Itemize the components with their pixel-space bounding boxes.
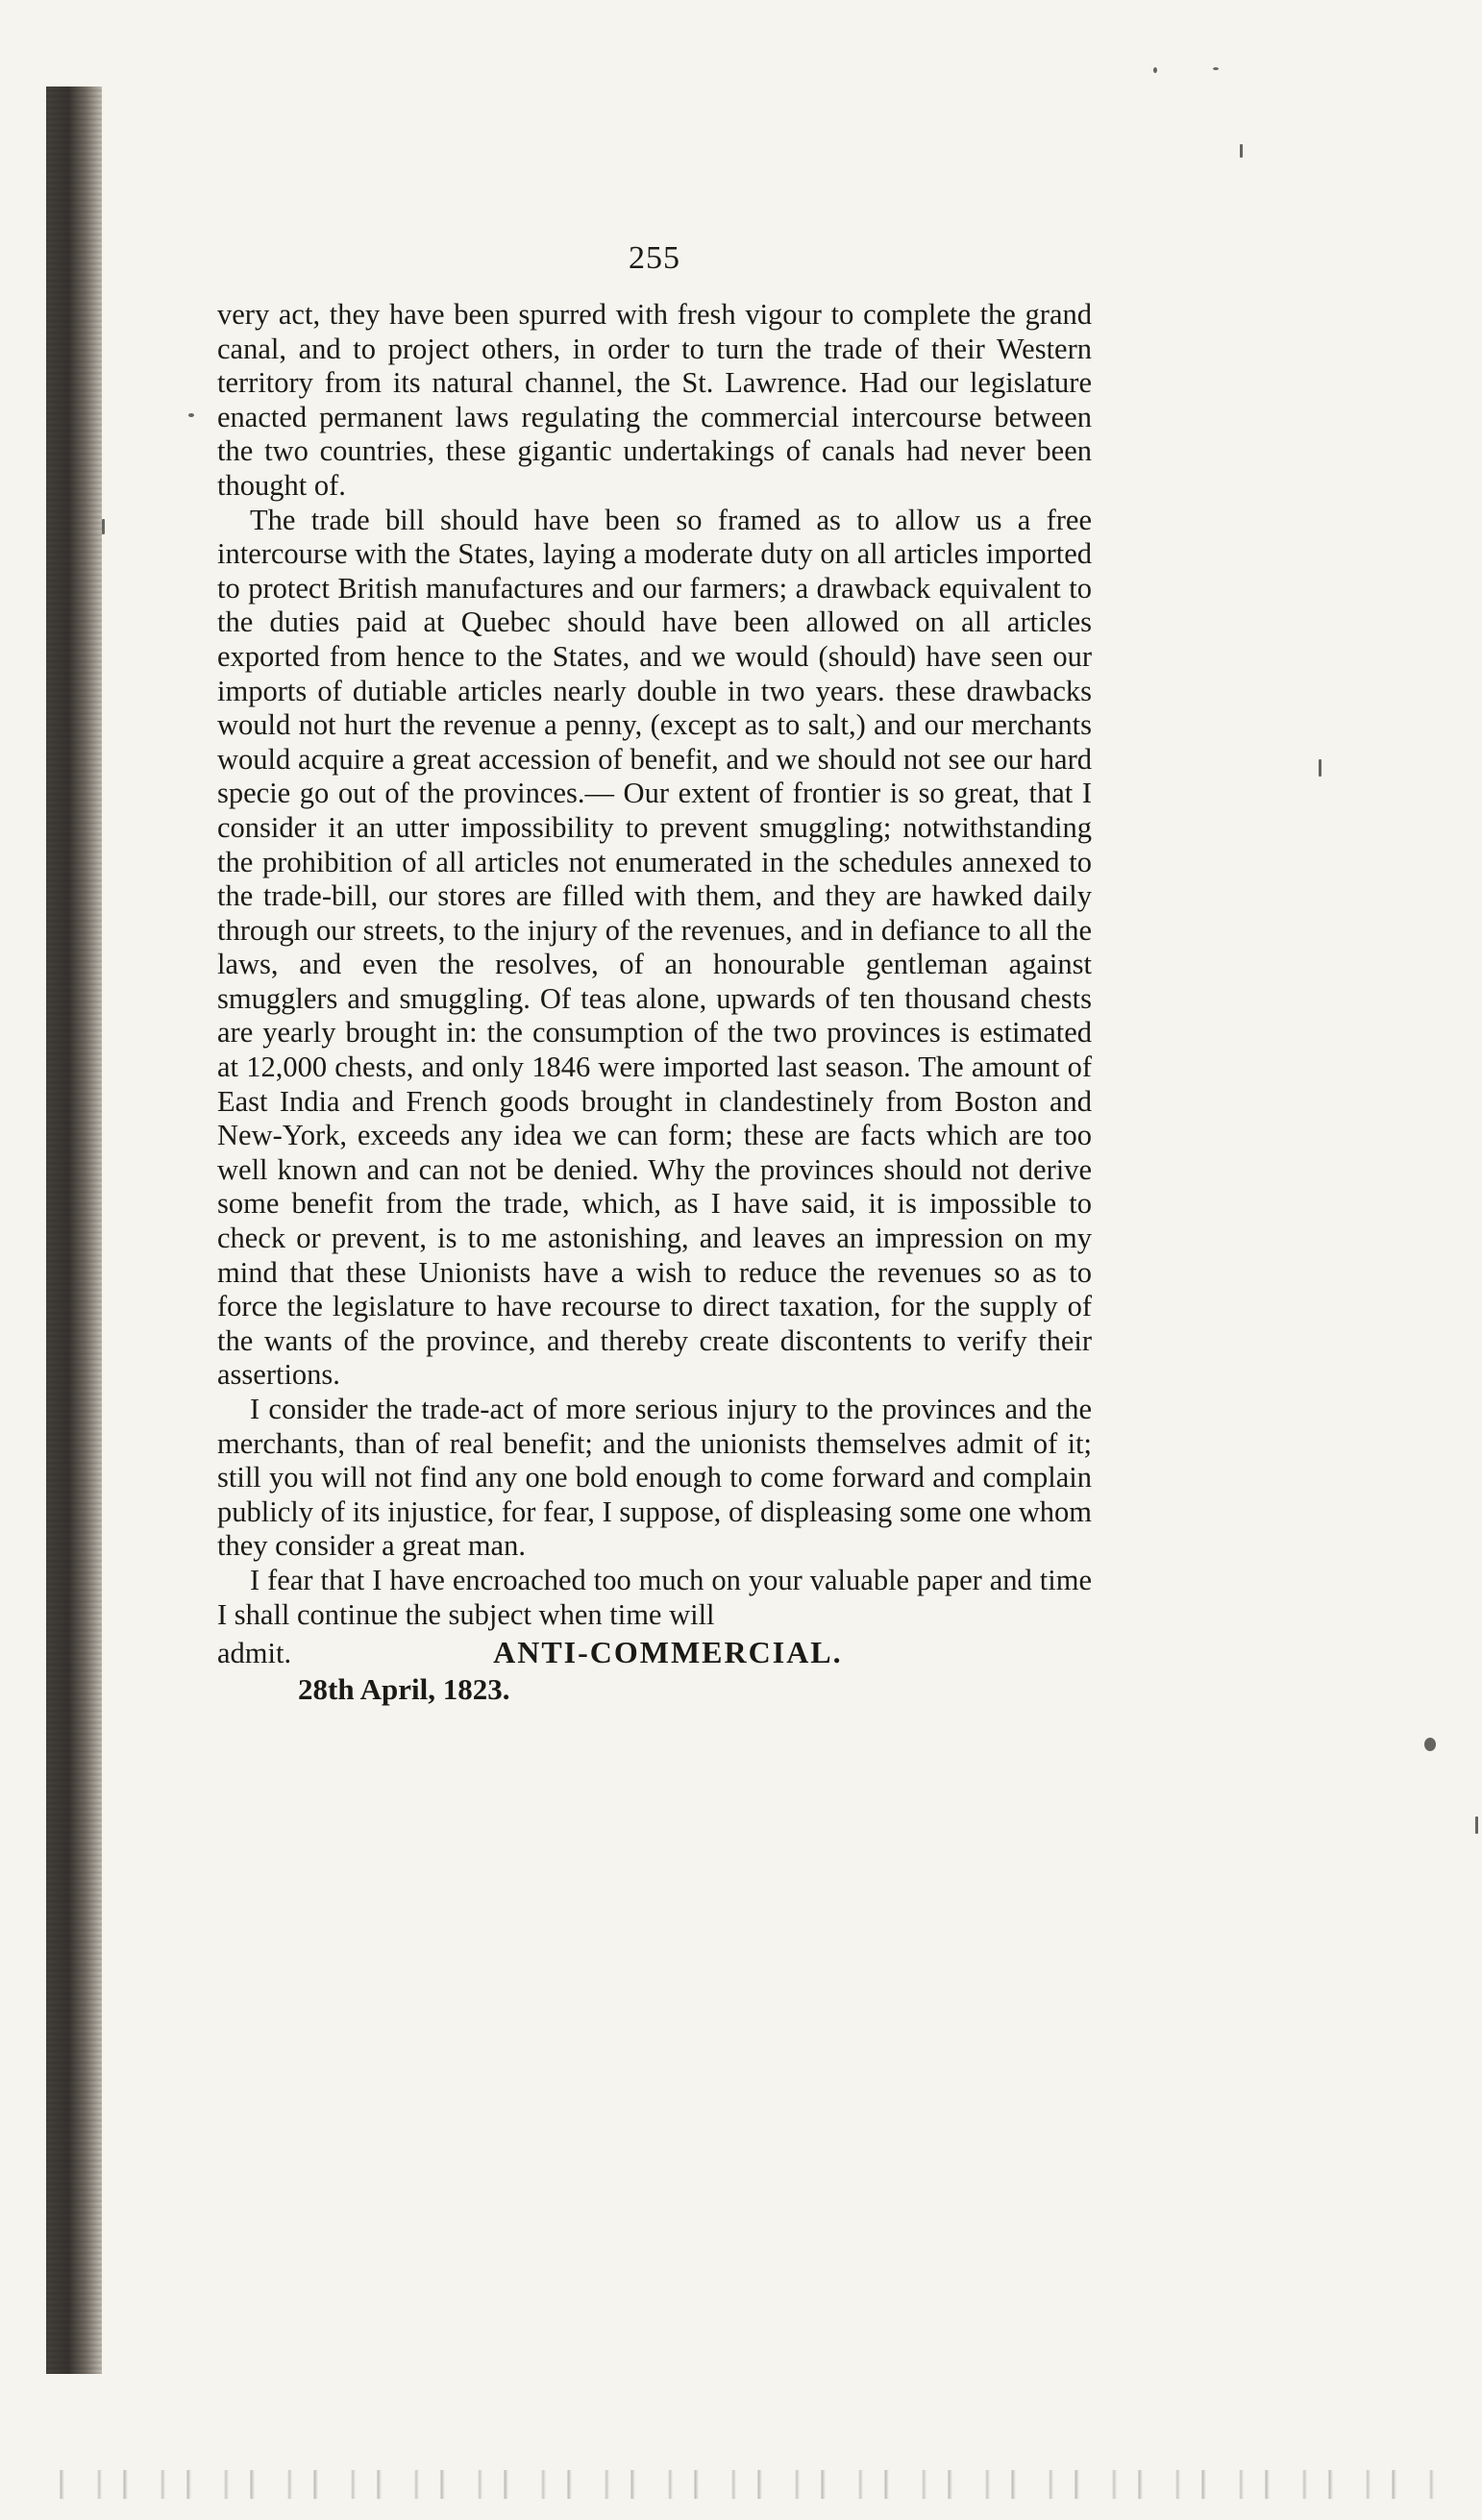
scan-noise-strip <box>38 2470 1444 2499</box>
ink-speck <box>1475 1816 1478 1834</box>
page-number: 255 <box>629 240 680 276</box>
paragraph: I fear that I have encroached too much on your valuable paper and time I shall continue the subject when time will <box>217 1563 1092 1631</box>
body-text <box>217 298 1092 1632</box>
ink-speck <box>102 519 105 534</box>
ink-speck <box>1213 67 1219 70</box>
signature: ANTI-COMMERCIAL. <box>493 1635 843 1670</box>
ink-speck <box>1240 144 1243 158</box>
paragraph: very act, they have been spurred with fresh vigour to complete the grand canal, and to project others, in order to turn the trade of their Western territory from its natural channel, the St. Lawrence. Had our legislature enacted permanent laws regulating the commercial intercourse between the two countries, these gigantic undertakings of canals had never been thought of. <box>217 298 1092 502</box>
paragraph: The trade bill should have been so framed as to allow us a free intercourse with the States, laying a moderate duty on all articles imported to protect British manufactures and our farmers; a drawback equivalent to the duties paid at Quebec should have been allowed on all articles exported from hence to the States, and we would (should) have seen our imports of dutiable articles nearly double in two years. these drawbacks would not hurt the revenue a penny, (except as to salt,) and our merchants would acquire a great accession of benefit, and we should not see our hard specie go out of the provinces.— Our extent of frontier is so great, that I consider it an utter impossibility to prevent smuggling; notwithstanding the prohibition of all articles not enumerated in the schedules annexed to the trade-bill, our stores are filled with them, and they are hawked daily through our streets, to the injury of the revenues, and in defiance to all the laws, and even the resolves, of an honourable gentleman against smugglers and smuggling. Of teas alone, upwards of ten thousand chests are yearly brought in: the consumption of the two provinces is estimated at 12,000 chests, and only 1846 were imported last season. The amount of East India and French goods brought in clandestinely from Boston and New-York, exceeds any idea we can form; these are facts which are too well known and can not be denied. Why the provinces should not derive some benefit from the trade, which, as I have said, it is impossible to check or prevent, is to me astonishing, and leaves an impression on my mind that these Unionists have a wish to reduce the revenues so as to force the legislature to have recourse to direct taxation, for the supply of the wants of the province, and thereby create discontents to verify their assertions. <box>217 503 1092 1392</box>
book-binding-edge <box>46 86 102 2374</box>
ink-speck <box>1153 67 1157 73</box>
dateline: 28th April, 1823. <box>298 1672 510 1707</box>
ink-speck <box>1319 759 1321 777</box>
ink-speck <box>1424 1738 1436 1751</box>
letter-closing <box>217 1634 1092 1708</box>
ink-speck <box>188 413 194 417</box>
document-page <box>217 240 1092 1708</box>
closing-word: admit. <box>217 1637 292 1670</box>
paragraph: I consider the trade-act of more serious injury to the provinces and the merchants, than of real benefit; and the unionists themselves admit of it; still you will not find any one bold enough to come forward and complain publicly of its injustice, for fear, I suppose, of displeasing some one whom they consider a great man. <box>217 1393 1092 1563</box>
closing-row <box>217 1634 1092 1671</box>
